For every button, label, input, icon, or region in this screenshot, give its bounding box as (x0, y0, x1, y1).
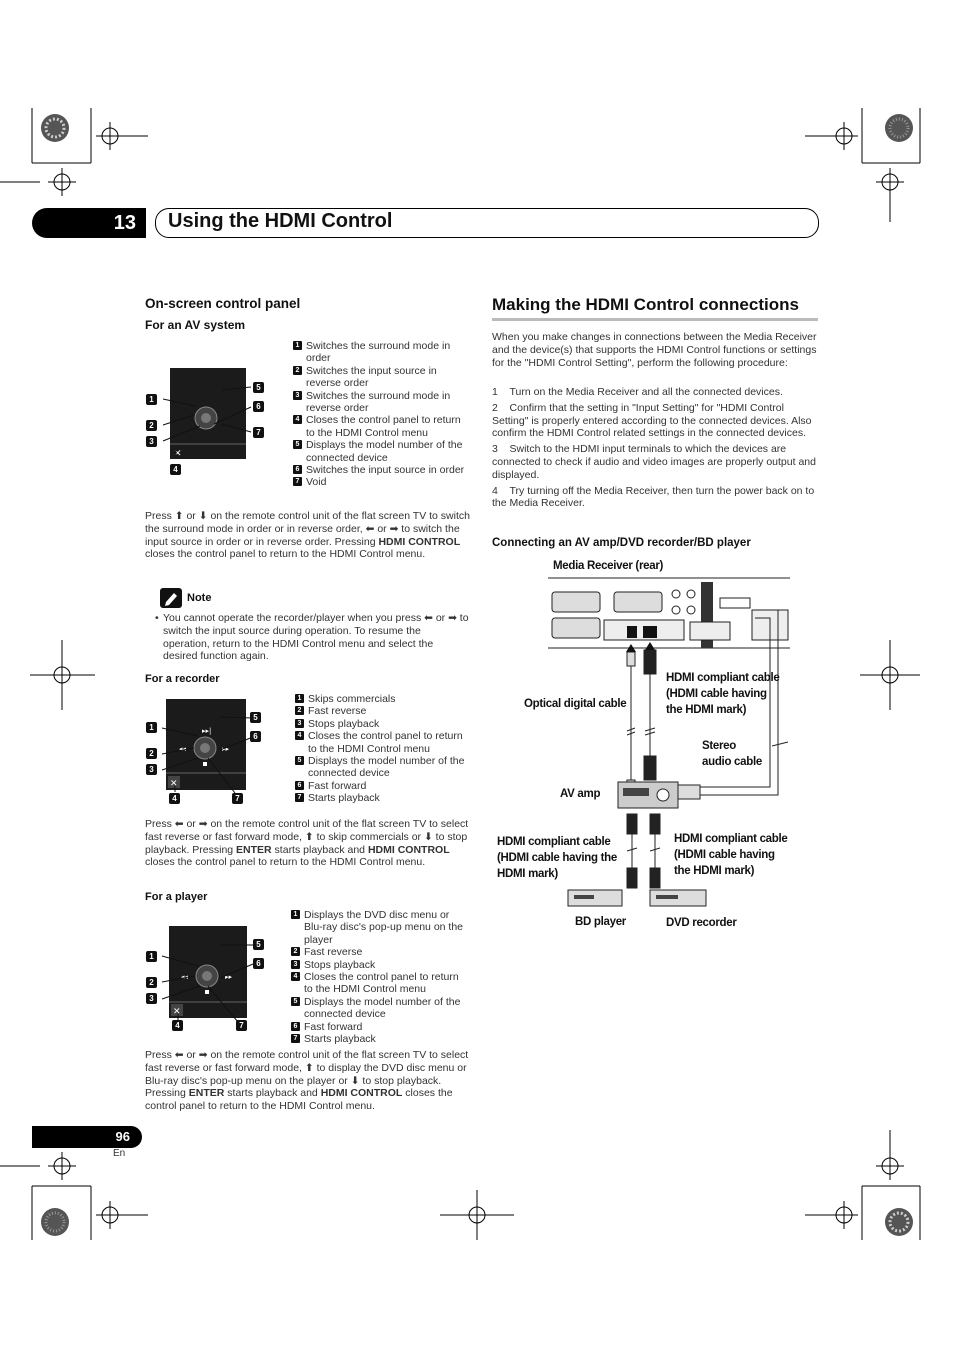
list-item: 1 Turn on the Media Receiver and all the connected devices. (492, 386, 783, 398)
list-item: 1 Skips commercials (295, 693, 471, 705)
svg-text:▸▸|: ▸▸| (202, 727, 212, 735)
list-item: 5 Displays the model number of the connected device (295, 755, 471, 780)
list-item: 4 Try turning off the Media Receiver, then turn the power back on to the Media Receiver. (492, 484, 815, 510)
list-item: 4 Closes the control panel to return to the HDMI Control menu (293, 414, 469, 439)
callout-4: 4 (172, 1020, 183, 1031)
list-item: 7 Void (293, 476, 469, 488)
subtitle-player: For a player (145, 891, 208, 903)
subtitle-av-system: For an AV system (145, 318, 246, 332)
callout-7: 7 (253, 427, 264, 438)
list-item: 5 Displays the model number of the connected device (293, 439, 469, 464)
list-item: 4 Closes the control panel to return to the HDMI Control menu (291, 971, 469, 996)
label-media-receiver: Media Receiver (rear) (553, 560, 664, 572)
section-title-rule (492, 318, 818, 321)
list-item: 2 Confirm that the setting in "Input Setting" for "HDMI Control Setting" is properly entered according to the connected devices. Also confirm the HDMI Control related settings in the connected devices. (492, 401, 812, 440)
note-title: Note (187, 592, 212, 604)
callout-4: 4 (169, 793, 180, 804)
callout-6: 6 (253, 401, 264, 412)
svg-text:◂◂: ◂◂ (179, 745, 187, 753)
list-item: 7 Starts playback (295, 792, 471, 804)
player-legend (291, 909, 469, 1045)
svg-text:◂◂: ◂◂ (181, 973, 189, 981)
av-system-legend (293, 340, 469, 489)
callout-6: 6 (253, 958, 264, 969)
svg-text:✕: ✕ (173, 1006, 181, 1016)
av-system-callouts (150, 380, 270, 470)
label-hdmi-cable-top: HDMI compliant cable (HDMI cable having the HDMI mark) (666, 672, 780, 716)
list-item: 5 Displays the model number of the connected device (291, 996, 469, 1021)
label-hdmi-cable-right: HDMI compliant cable (HDMI cable having the HDMI mark) (674, 833, 788, 877)
section-title-connections: Making the HDMI Control connections (492, 295, 799, 314)
note-text: • You cannot operate the recorder/player when you press ⬅ or ➡ to switch the input source during operation. To resume the operation, return to the HDMI Control menu and select the desired function again. (155, 612, 469, 663)
chapter-title: Using the HDMI Control (168, 210, 393, 232)
recorder-paragraph: Press ⬅ or ➡ on the remote control unit of the flat screen TV to select fast reverse or fast forward mode, ⬆ to skip commercials or ⬇ to stop playback. Pressing ENTER starts playback and HDMI CONTROL closes the control panel to return to the HDMI Control menu. (145, 818, 469, 869)
svg-text:▸▸: ▸▸ (222, 745, 230, 753)
steps-list (492, 386, 818, 510)
label-av-amp: AV amp (560, 788, 601, 800)
section-title-onscreen: On-screen control panel (145, 296, 301, 311)
callout-3: 3 (146, 764, 157, 775)
bd-player-device (568, 890, 622, 906)
svg-text:▸▸: ▸▸ (225, 973, 233, 981)
list-item: 1 Switches the surround mode in order (293, 340, 469, 365)
list-item: 3 Stops playback (295, 718, 471, 730)
list-item: 4 Closes the control panel to return to the HDMI Control menu (295, 730, 471, 755)
recorder-legend (295, 693, 471, 805)
list-item: 6 Switches the input source in order (293, 464, 469, 476)
list-item: 2 Switches the input source in reverse order (293, 365, 469, 390)
subtitle-recorder: For a recorder (145, 673, 220, 685)
callout-1: 1 (146, 722, 157, 733)
intro-paragraph: When you make changes in connections between the Media Receiver and the device(s) that supports the HDMI Control functions or settings for the "HDMI Control Setting", perform the following procedure: (492, 331, 817, 369)
list-item: 6 Fast forward (291, 1021, 469, 1033)
label-dvd-recorder: DVD recorder (666, 917, 737, 929)
callout-3: 3 (146, 993, 157, 1004)
diagram-title: Connecting an AV amp/DVD recorder/BD player (492, 537, 751, 549)
label-hdmi-cable-left: HDMI compliant cable (HDMI cable having the HDMI mark) (497, 836, 617, 880)
callout-2: 2 (146, 977, 157, 988)
recorder-callouts (150, 712, 270, 802)
label-stereo-cable: Stereo audio cable (702, 740, 762, 768)
callout-2: 2 (146, 748, 157, 759)
note-icon (160, 588, 182, 608)
list-item: 6 Fast forward (295, 780, 471, 792)
callout-5: 5 (250, 712, 261, 723)
av-system-paragraph: Press ⬆ or ⬇ on the remote control unit of the flat screen TV to switch the surround mode in order or in reverse order, ⬅ or ➡ to switch the input source in order or in reverse order. Pressing HDMI CONTROL closes the control panel to return to the HDMI Control menu. (145, 510, 470, 561)
player-callouts (150, 940, 270, 1035)
language-code: En (113, 1148, 126, 1159)
callout-7: 7 (236, 1020, 247, 1031)
svg-text:✕: ✕ (174, 448, 182, 458)
callout-7: 7 (232, 793, 243, 804)
svg-text:✕: ✕ (170, 778, 178, 788)
list-item: 2 Fast reverse (291, 946, 469, 958)
connection-diagram (490, 570, 810, 940)
label-bd-player: BD player (575, 916, 626, 928)
list-item: 3 Switch to the HDMI input terminals to which the devices are connected to check if audio and video images are properly output and displayed. (492, 443, 816, 481)
player-paragraph: Press ⬅ or ➡ on the remote control unit of the flat screen TV to select fast reverse or fast forward mode, ⬆ to display the DVD disc menu or Blu-ray disc's pop-up menu on the player or ⬇ to stop playback. Pressing ENTER starts playback and HDMI CONTROL closes the control panel to return to the HDMI Control menu. (145, 1049, 469, 1113)
media-receiver-rear (548, 578, 790, 648)
callout-5: 5 (253, 939, 264, 950)
list-item: 1 Displays the DVD disc menu or Blu-ray disc's pop-up menu on the player (291, 909, 469, 946)
callout-3: 3 (146, 436, 157, 447)
list-item: 3 Stops playback (291, 959, 469, 971)
callout-5: 5 (253, 382, 264, 393)
callout-4: 4 (170, 464, 181, 475)
callout-1: 1 (146, 951, 157, 962)
label-optical-cable: Optical digital cable (524, 698, 627, 710)
dvd-recorder-device (650, 890, 706, 906)
list-item: 7 Starts playback (291, 1033, 469, 1045)
av-amp-device (618, 782, 700, 808)
list-item: 3 Switches the surround mode in reverse order (293, 390, 469, 415)
callout-2: 2 (146, 420, 157, 431)
callout-1: 1 (146, 394, 157, 405)
callout-6: 6 (250, 731, 261, 742)
page-number: 96 (32, 1126, 142, 1148)
list-item: 2 Fast reverse (295, 705, 471, 717)
chapter-number: 13 (32, 208, 146, 238)
